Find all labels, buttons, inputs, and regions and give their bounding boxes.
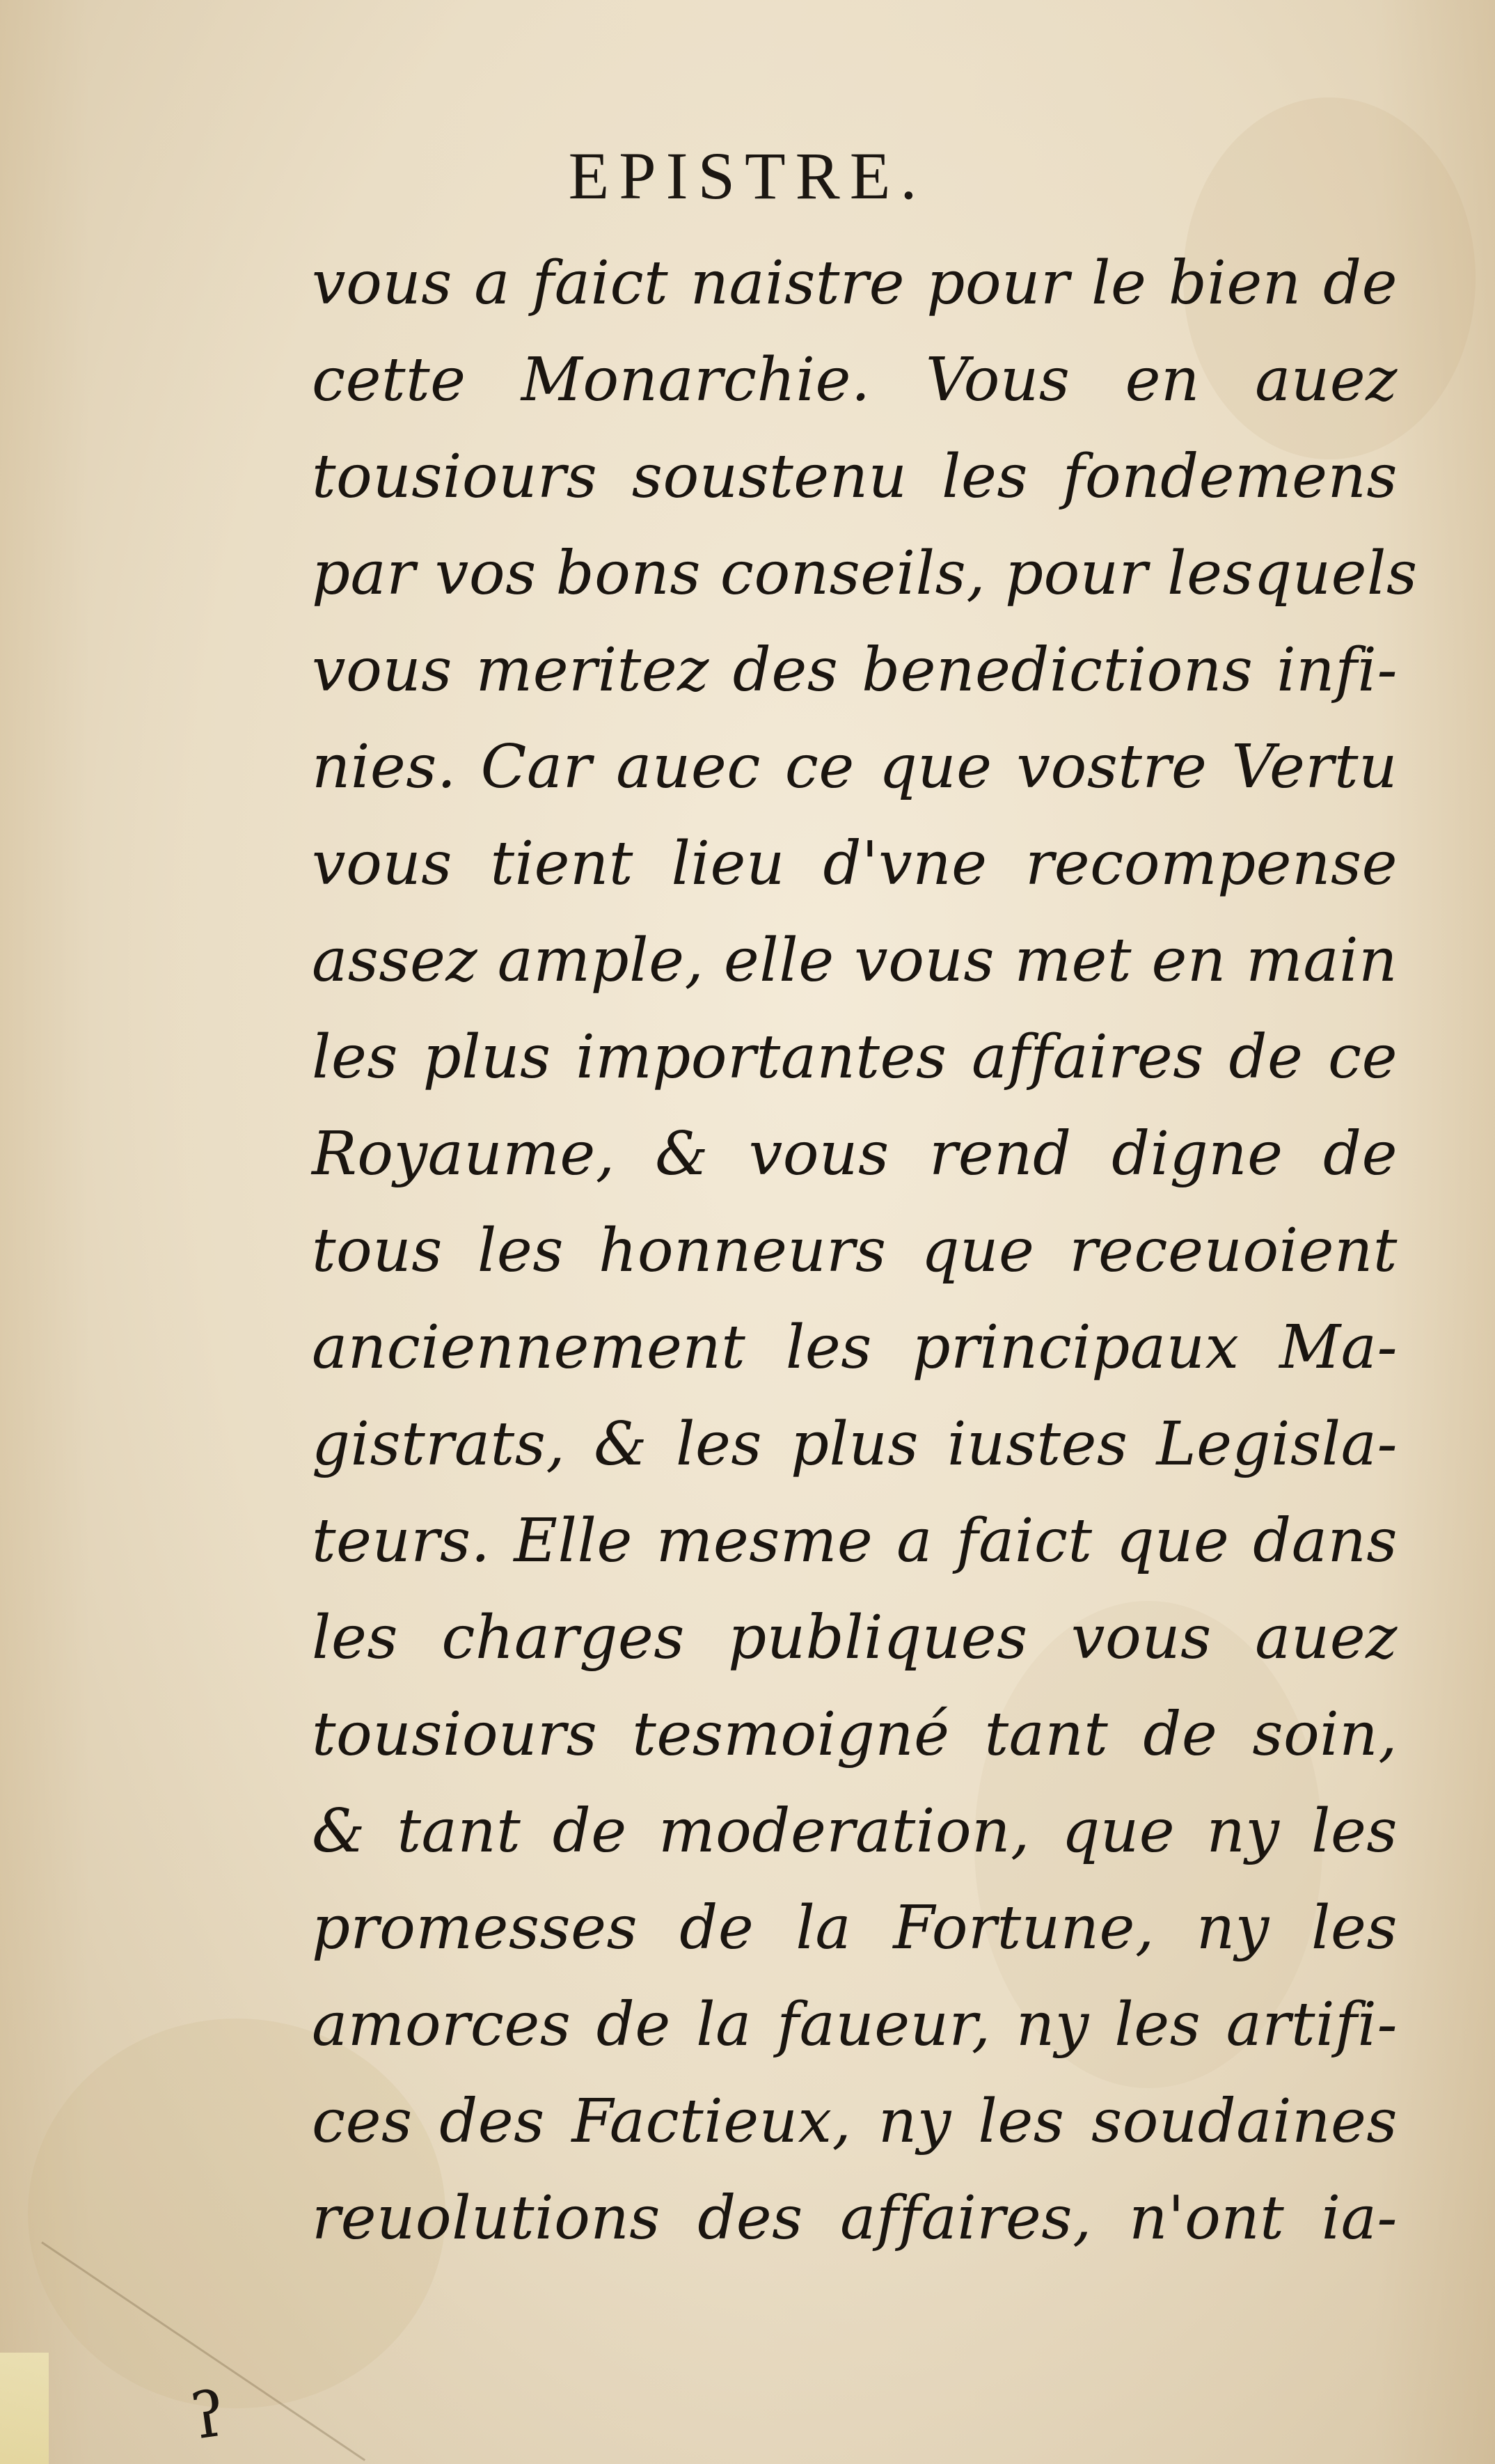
text-line: teurs. Elle mesme a faict que dans [312, 1506, 1398, 1576]
text-line: tousiours soustenu les fondemens [312, 442, 1398, 512]
text-line: reuolutions des affaires, n'ont ia- [312, 2183, 1398, 2253]
text-line: vous a faict naistre pour le bien de [312, 248, 1398, 318]
body-text [312, 235, 1418, 2267]
text-line: amorces de la faueur, ny les artifi- [312, 1990, 1398, 2060]
text-line: ces des Factieux, ny les soudaines [312, 2087, 1398, 2156]
text-line: vous tient lieu d'vne recompense [312, 829, 1398, 899]
text-line: tous les honneurs que receuoient [312, 1216, 1398, 1286]
signature-mark: ʔ [186, 2377, 230, 2454]
text-line: vous meritez des benedictions infi- [312, 635, 1398, 705]
text-line: Royaume, & vous rend digne de [312, 1119, 1398, 1189]
text-line: & tant de moderation, que ny les [312, 1796, 1398, 1866]
text-line: par vos bons conseils, pour lesquels [312, 539, 1418, 608]
text-line: anciennement les principaux Ma- [312, 1313, 1398, 1382]
text-line: les charges publiques vous auez [312, 1603, 1398, 1673]
text-line: promesses de la Fortune, ny les [312, 1893, 1398, 1963]
text-line: nies. Car auec ce que vostre Vertu [312, 732, 1398, 802]
text-line: les plus importantes affaires de ce [312, 1022, 1398, 1092]
torn-corner [0, 2353, 49, 2464]
text-line: tousiours tesmoigné tant de soin, [312, 1700, 1398, 1769]
running-head: EPISTRE. [568, 139, 927, 213]
text-line: gistrats, & les plus iustes Legisla- [312, 1409, 1398, 1479]
text-line: assez ample, elle vous met en main [312, 926, 1398, 995]
text-line: cette Monarchie. Vous en auez [312, 345, 1398, 415]
